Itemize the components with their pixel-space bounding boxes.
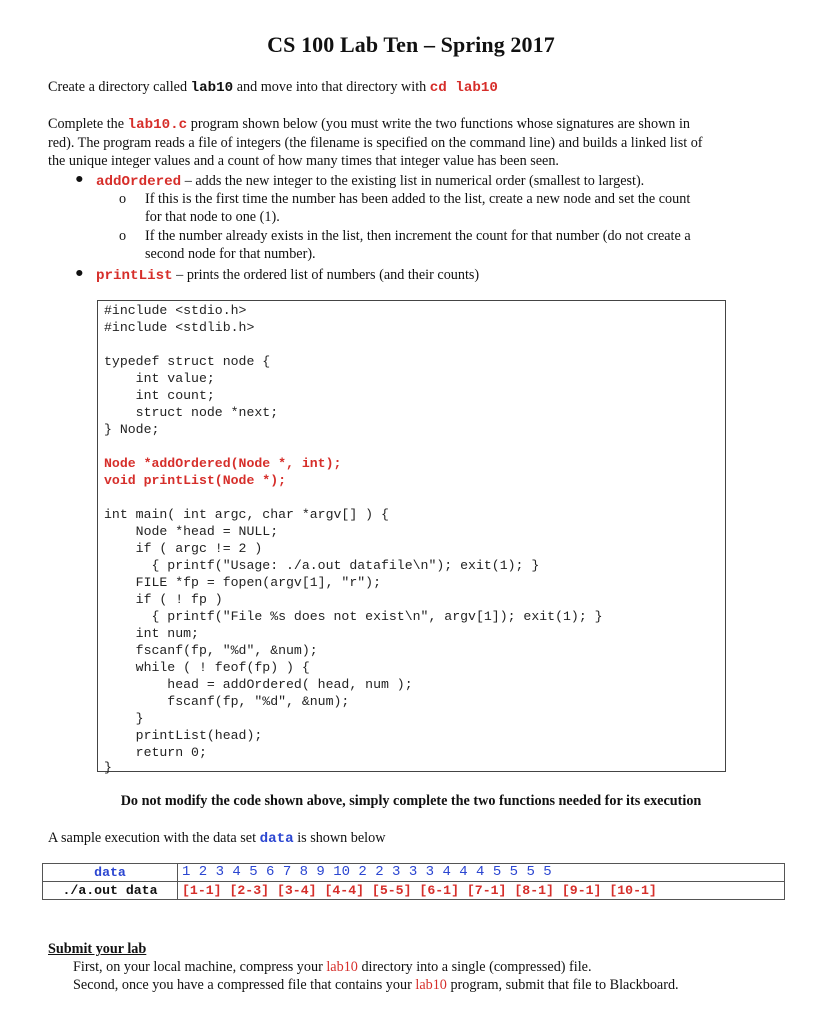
sample-execution-table [42, 863, 785, 900]
code-signature-add-ordered: Node *addOrdered(Node *, int); [104, 456, 342, 471]
intro-line [48, 78, 498, 97]
code-line: } Node; [104, 422, 160, 437]
sub-bullet-line: for that node to one (1). [145, 209, 280, 225]
submit-text: First, on your local machine, compress your [73, 959, 327, 975]
sub-bullet-line: If the number already exists in the list, then increment the count for that number (do not create a [145, 228, 691, 244]
code-line: fscanf(fp, "%d", &num); [104, 694, 350, 709]
code-line: printList(head); [104, 728, 263, 743]
table-cell-label: ./a.out data [43, 882, 178, 900]
table-cell-label: data [43, 864, 178, 882]
code-line: { printf("File %s does not exist\n", argv[1]); exit(1); } [104, 609, 603, 624]
bullet-function-name: addOrdered [96, 174, 182, 190]
code-line: while ( ! feof(fp) ) { [104, 660, 310, 675]
code-line: } [104, 711, 144, 726]
sample-intro-text-2: is shown below [293, 830, 386, 846]
table-row [43, 864, 785, 882]
bullet-print-list [96, 266, 796, 285]
bullet-add-ordered [96, 172, 796, 191]
description-line-2: red). The program reads a file of integers (the filename is specified on the command line) and builds a linked list of [48, 135, 703, 151]
code-signature-print-list: void printList(Node *); [104, 473, 287, 488]
code-line: int main( int argc, char *argv[] ) { [104, 507, 389, 522]
code-line: if ( argc != 2 ) [104, 541, 263, 556]
intro-text-2: and move into that directory with [233, 79, 430, 95]
code-line: int value; [104, 371, 215, 386]
code-line: int count; [104, 388, 215, 403]
submit-text: directory into a single (compressed) file. [357, 959, 592, 975]
code-line: { printf("Usage: ./a.out datafile\n"); exit(1); } [104, 558, 540, 573]
submit-dir: lab10 [415, 977, 447, 993]
intro-dir: lab10 [190, 80, 234, 96]
sub-bullet-2 [145, 227, 785, 263]
table-cell-output: [1-1] [2-3] [3-4] [4-4] [5-5] [6-1] [7-1] [8-1] [9-1] [10-1] [178, 882, 785, 900]
table-cell-data: 1 2 3 4 5 6 7 8 9 10 2 2 3 3 3 4 4 4 5 5 5 5 [178, 864, 785, 882]
code-block [97, 300, 726, 775]
bullet-function-name: printList [96, 268, 173, 284]
code-line: head = addOrdered( head, num ); [104, 677, 413, 692]
code-line: int num; [104, 626, 199, 641]
bullet-dot-2: ● [75, 265, 84, 281]
code-line: return 0; [104, 745, 207, 760]
submit-line-2 [73, 976, 793, 994]
sub-bullet-marker-2: o [119, 228, 127, 244]
sample-data-set-name: data [259, 831, 294, 847]
code-line: if ( ! fp ) [104, 592, 223, 607]
sub-bullet-marker-1: o [119, 191, 127, 207]
instruction-note: Do not modify the code shown above, simply complete the two functions needed for its execution [120, 793, 702, 809]
description-filename: lab10.c [127, 117, 188, 133]
sample-intro-text: A sample execution with the data set [48, 830, 260, 846]
code-line: FILE *fp = fopen(argv[1], "r"); [104, 575, 381, 590]
description-line-3: the unique integer values and a count of how many times that integer value has been seen. [48, 153, 559, 169]
sample-intro [48, 829, 385, 848]
code-line: struct node *next; [104, 405, 279, 420]
submit-text: Second, once you have a compressed file that contains your [73, 977, 416, 993]
intro-text: Create a directory called [48, 79, 191, 95]
bullet-text: – adds the new integer to the existing list in numerical order (smallest to largest). [181, 173, 645, 189]
description-text-rest: program shown below (you must write the two functions whose signatures are shown in [187, 116, 690, 132]
sub-bullet-line: If this is the first time the number has been added to the list, create a new node and set the count [145, 191, 691, 207]
code-line: Node *head = NULL; [104, 524, 279, 539]
submit-line-1 [73, 958, 793, 976]
sub-bullet-1 [145, 190, 785, 226]
code-line: fscanf(fp, "%d", &num); [104, 643, 318, 658]
page-title: CS 100 Lab Ten – Spring 2017 [267, 32, 555, 57]
bullet-text: – prints the ordered list of numbers (and their counts) [172, 267, 480, 283]
submit-text: program, submit that file to Blackboard. [446, 977, 679, 993]
code-line: #include <stdio.h> [104, 303, 247, 318]
description-text: Complete the [48, 116, 128, 132]
sub-bullet-line: second node for that number). [145, 246, 316, 262]
description-line-1 [48, 115, 788, 134]
submit-dir: lab10 [326, 959, 358, 975]
table-row [43, 882, 785, 900]
code-line: #include <stdlib.h> [104, 320, 255, 335]
intro-command: cd lab10 [429, 80, 498, 96]
code-line: } [104, 760, 112, 775]
bullet-dot-1: ● [75, 171, 84, 187]
code-line: typedef struct node { [104, 354, 271, 369]
description [48, 115, 788, 170]
submit-heading: Submit your lab [48, 941, 147, 957]
